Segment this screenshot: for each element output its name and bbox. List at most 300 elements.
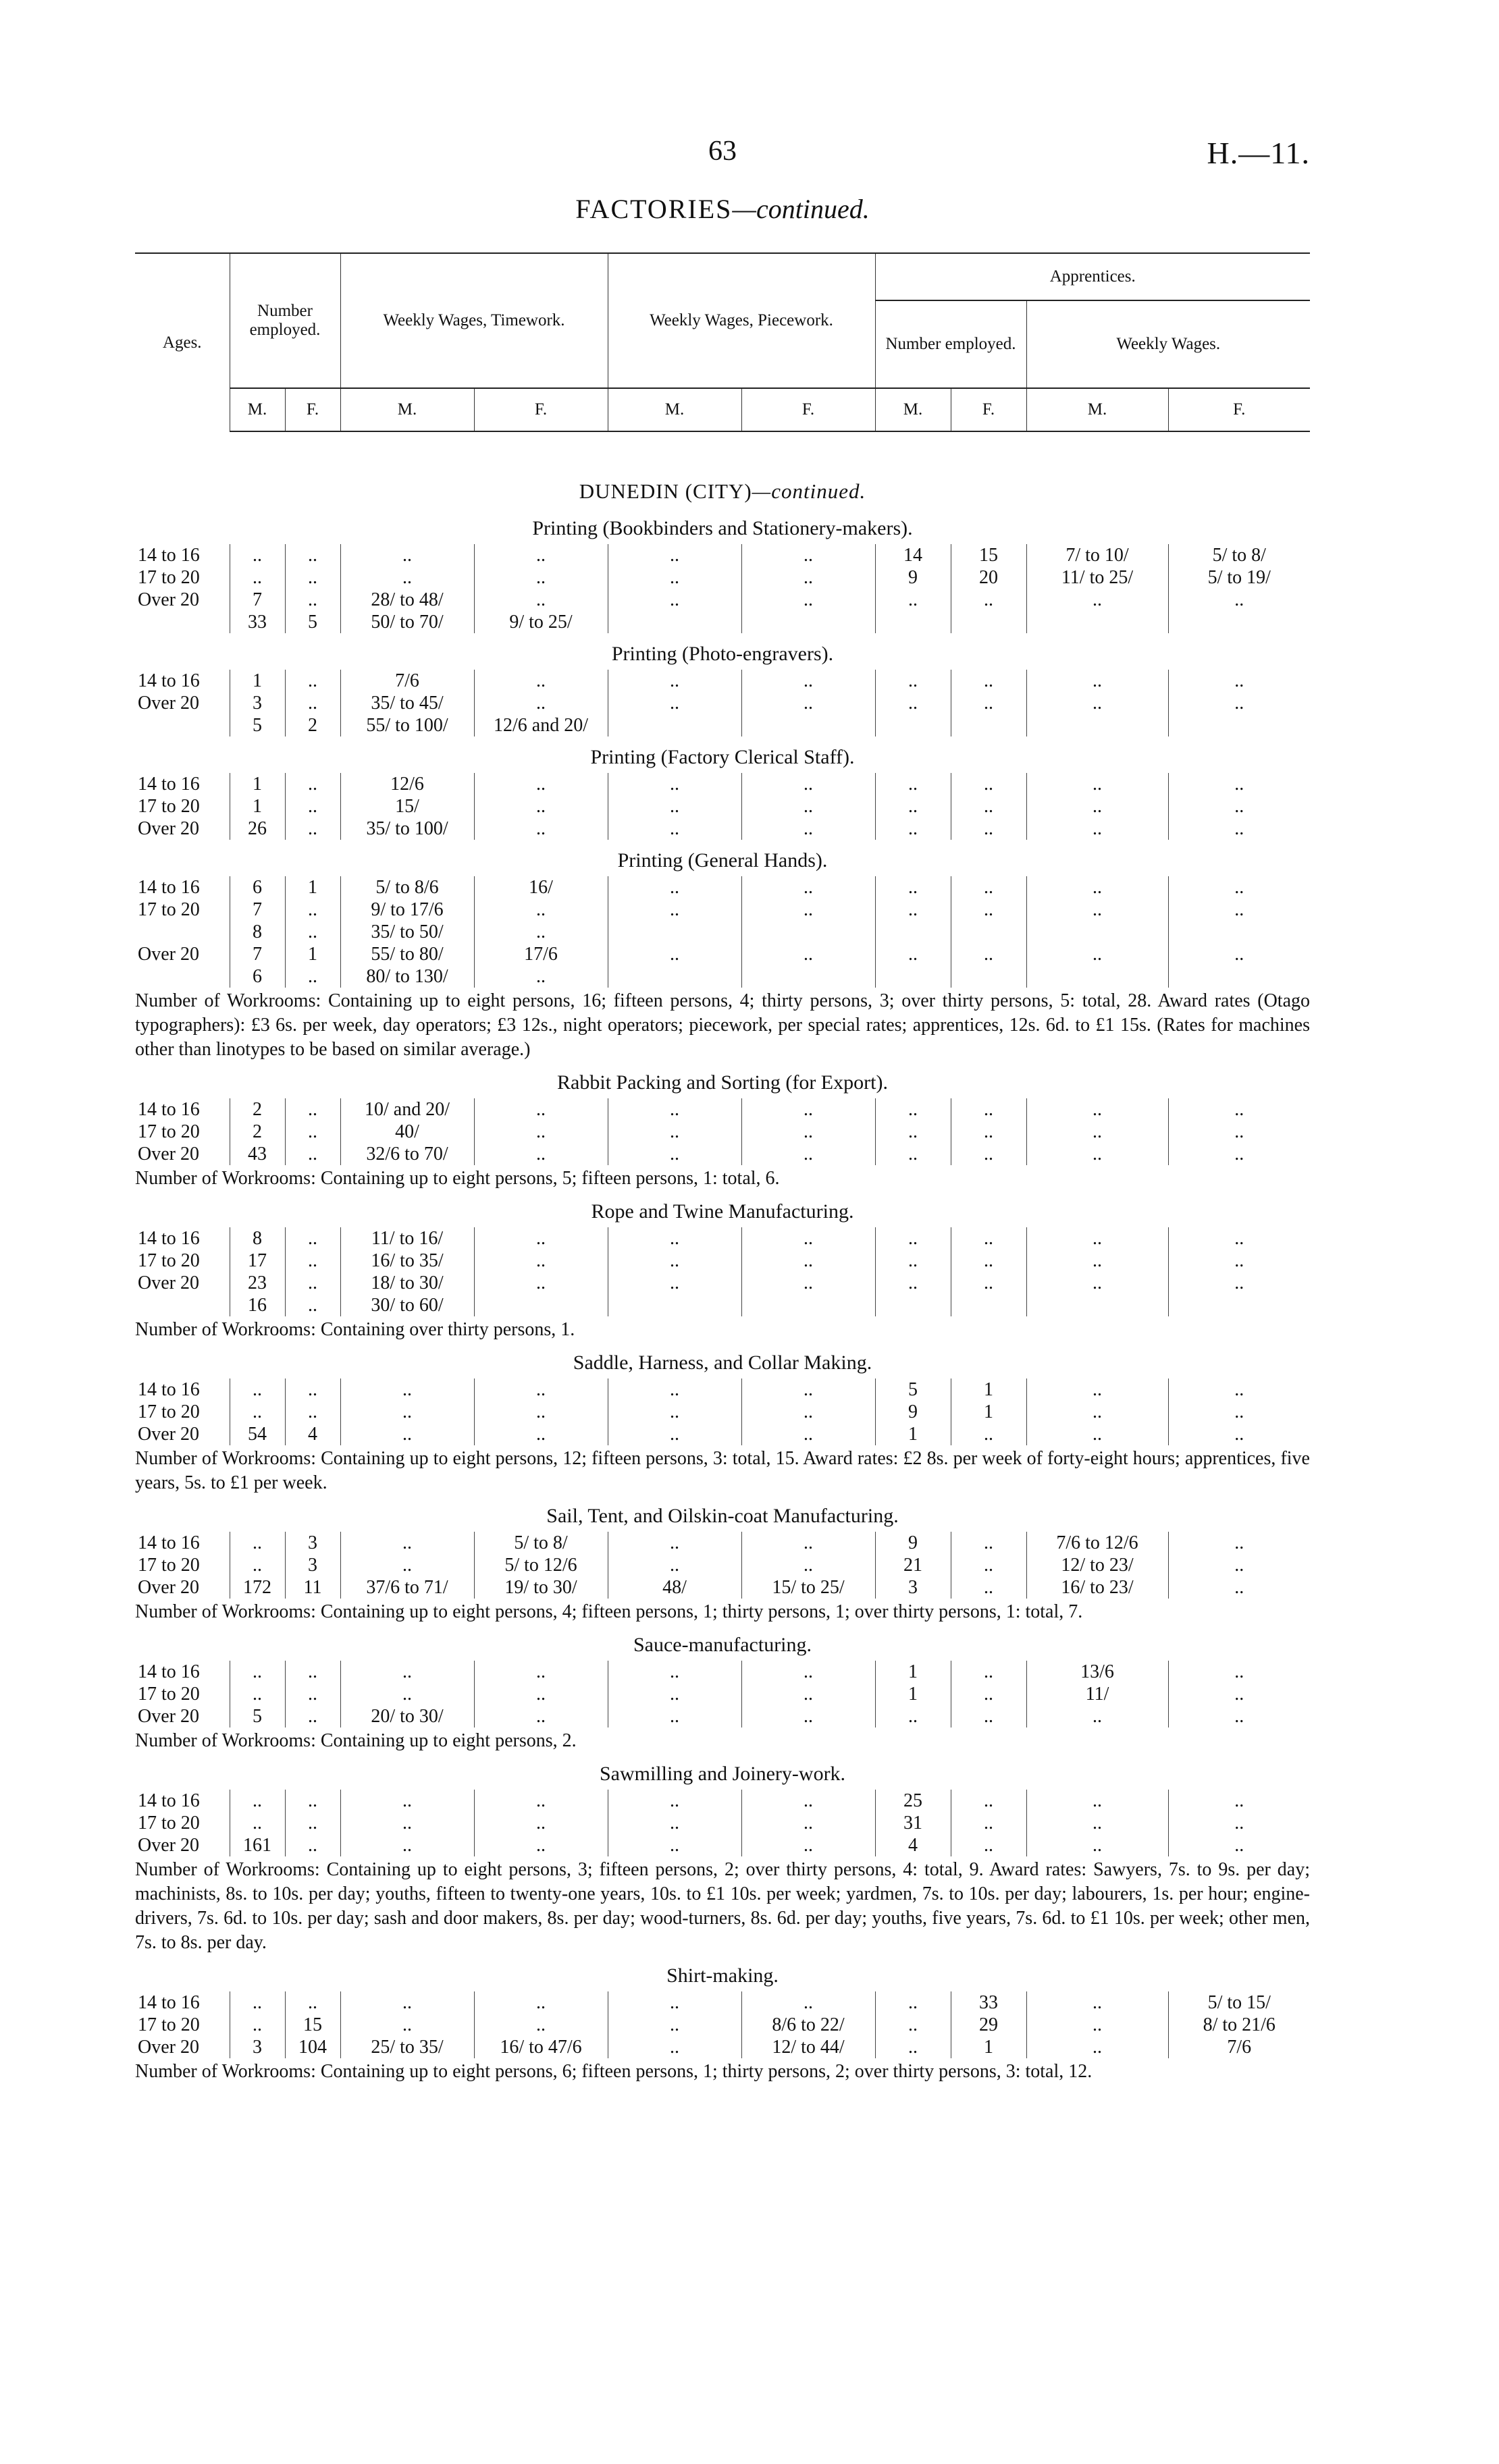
workrooms-note: Number of Workrooms: Containing up to eight persons, 2. (135, 1730, 577, 1751)
value-cell-awm: .. (1026, 1272, 1168, 1294)
table-row (135, 818, 1310, 840)
value-cell-pf: .. (741, 1661, 875, 1683)
value-cell-awm (1026, 965, 1168, 988)
value-cell-tf: .. (474, 670, 608, 692)
value-cell-nm: .. (230, 1790, 285, 1812)
age-cell: 14 to 16 (138, 1378, 200, 1400)
value-cell-pf: .. (741, 1423, 875, 1445)
value-cell-tm: 55/ to 100/ (340, 714, 474, 736)
value-cell-tf: .. (474, 1250, 608, 1272)
value-cell-am: 21 (875, 1554, 951, 1576)
value-cell-nm: .. (230, 1378, 285, 1401)
age-cell (135, 965, 230, 988)
value-cell-awm (1026, 714, 1168, 736)
value-cell-pf: .. (741, 1401, 875, 1423)
age-cell: Over 20 (138, 589, 199, 610)
value-cell-awm (1026, 921, 1168, 943)
value-cell-pm: 48/ (608, 1576, 741, 1599)
value-cell-tm: .. (340, 2014, 474, 2036)
section-title: Printing (General Hands). (617, 849, 828, 872)
value-cell-pf: .. (741, 1532, 875, 1554)
value-cell-pf: .. (741, 1272, 875, 1294)
section-table (135, 773, 1310, 840)
value-cell-tf: 19/ to 30/ (474, 1576, 608, 1599)
value-cell-tm: .. (340, 1554, 474, 1576)
value-cell-pf: .. (741, 1143, 875, 1165)
value-cell-nf: .. (285, 1790, 340, 1812)
value-cell-pm: .. (608, 1991, 741, 2014)
value-cell-awm (1026, 611, 1168, 633)
value-cell-af: 1 (951, 1401, 1026, 1423)
value-cell-pm (608, 714, 741, 736)
value-cell-nm: 172 (230, 1576, 285, 1599)
value-cell-tm: 37/6 to 71/ (340, 1576, 474, 1599)
age-cell: 17 to 20 (138, 1812, 200, 1833)
header-f: F. (951, 388, 1026, 431)
value-cell-af: 15 (951, 544, 1026, 566)
value-cell-nm: .. (230, 1661, 285, 1683)
table-row (135, 1790, 1310, 1812)
page-number: 63 (708, 136, 737, 167)
value-cell-nf: .. (285, 670, 340, 692)
header-app-number-employed: Number employed. (875, 300, 1026, 388)
value-cell-pm: .. (608, 1554, 741, 1576)
table-row (135, 2014, 1310, 2036)
value-cell-af: .. (951, 773, 1026, 795)
value-cell-pm: .. (608, 692, 741, 714)
table-row (135, 1834, 1310, 1856)
value-cell-tm: 10/ and 20/ (340, 1098, 474, 1121)
value-cell-am: 1 (875, 1423, 951, 1445)
section-table (135, 1532, 1310, 1599)
value-cell-am: .. (875, 2014, 951, 2036)
value-cell-tf: .. (474, 1705, 608, 1728)
value-cell-am: .. (875, 773, 951, 795)
value-cell-nm: 5 (230, 714, 285, 736)
age-cell: 17 to 20 (138, 566, 200, 588)
value-cell-awm: .. (1026, 1378, 1168, 1401)
value-cell-af: .. (951, 943, 1026, 965)
value-cell-tm: .. (340, 1532, 474, 1554)
value-cell-pm: .. (608, 589, 741, 611)
value-cell-af: .. (951, 1143, 1026, 1165)
value-cell-awm: 12/ to 23/ (1026, 1554, 1168, 1576)
value-cell-awm: .. (1026, 1143, 1168, 1165)
value-cell-nf: .. (285, 589, 340, 611)
value-cell-nf: .. (285, 1661, 340, 1683)
age-cell: Over 20 (138, 1423, 199, 1445)
value-cell-pm: .. (608, 795, 741, 818)
value-cell-am: .. (875, 818, 951, 840)
value-cell-af: .. (951, 1576, 1026, 1599)
age-cell: 17 to 20 (138, 1121, 200, 1142)
value-cell-am: 1 (875, 1683, 951, 1705)
value-cell-tm: .. (340, 1812, 474, 1834)
city-suffix: —continued. (752, 479, 866, 503)
value-cell-pf: .. (741, 899, 875, 921)
value-cell-awf (1168, 714, 1310, 736)
value-cell-tm: .. (340, 1661, 474, 1683)
value-cell-am: .. (875, 692, 951, 714)
table-row (135, 773, 1310, 795)
value-cell-pf: .. (741, 589, 875, 611)
value-cell-pm: .. (608, 876, 741, 899)
value-cell-tm: 20/ to 30/ (340, 1705, 474, 1728)
value-cell-tf: 16/ to 47/6 (474, 2036, 608, 2058)
value-cell-am: .. (875, 670, 951, 692)
table-row (135, 1683, 1310, 1705)
value-cell-awf: .. (1168, 1378, 1310, 1401)
value-cell-awm: .. (1026, 1705, 1168, 1728)
value-cell-af (951, 714, 1026, 736)
value-cell-tf: .. (474, 589, 608, 611)
age-cell: 17 to 20 (138, 795, 200, 817)
value-cell-awm: .. (1026, 1250, 1168, 1272)
value-cell-pf: .. (741, 566, 875, 589)
value-cell-af: 20 (951, 566, 1026, 589)
value-cell-awf (1168, 921, 1310, 943)
value-cell-tf: 5/ to 12/6 (474, 1554, 608, 1576)
value-cell-nm: .. (230, 2014, 285, 2036)
value-cell-tf: .. (474, 1790, 608, 1812)
value-cell-nm: 1 (230, 795, 285, 818)
industry-section (135, 517, 1310, 633)
age-cell: 14 to 16 (138, 773, 200, 795)
table-row (135, 1532, 1310, 1554)
document-page (135, 135, 1310, 2087)
section-table (135, 544, 1310, 633)
age-cell: 14 to 16 (138, 1227, 200, 1249)
table-row (135, 611, 1310, 633)
value-cell-nf: .. (285, 1250, 340, 1272)
value-cell-nf: 11 (285, 1576, 340, 1599)
value-cell-nf: .. (285, 1401, 340, 1423)
value-cell-pf: .. (741, 1098, 875, 1121)
value-cell-am: .. (875, 795, 951, 818)
value-cell-tm: 28/ to 48/ (340, 589, 474, 611)
age-cell: 14 to 16 (138, 544, 200, 566)
value-cell-tm: .. (340, 1834, 474, 1856)
value-cell-nm: 8 (230, 921, 285, 943)
city-name: DUNEDIN (CITY) (579, 479, 752, 503)
value-cell-pm: .. (608, 1705, 741, 1728)
value-cell-nf: 3 (285, 1554, 340, 1576)
table-row (135, 1143, 1310, 1165)
value-cell-tf: 17/6 (474, 943, 608, 965)
table-row (135, 876, 1310, 899)
age-cell: 14 to 16 (138, 876, 200, 898)
value-cell-am: 9 (875, 1532, 951, 1554)
value-cell-pm: .. (608, 1378, 741, 1401)
value-cell-am: .. (875, 1121, 951, 1143)
table-row (135, 714, 1310, 736)
value-cell-tm: 7/6 (340, 670, 474, 692)
value-cell-af: 33 (951, 1991, 1026, 2014)
value-cell-am: .. (875, 1098, 951, 1121)
value-cell-am: .. (875, 1991, 951, 2014)
section-title: Rope and Twine Manufacturing. (591, 1200, 854, 1223)
value-cell-tf: .. (474, 1098, 608, 1121)
value-cell-tm: .. (340, 1401, 474, 1423)
table-row (135, 589, 1310, 611)
value-cell-nf: .. (285, 1705, 340, 1728)
value-cell-nf: .. (285, 1143, 340, 1165)
value-cell-af: .. (951, 899, 1026, 921)
value-cell-awm: .. (1026, 589, 1168, 611)
value-cell-tm: .. (340, 1991, 474, 2014)
section-table (135, 1378, 1310, 1445)
age-cell: Over 20 (138, 1272, 199, 1293)
value-cell-tm: 35/ to 45/ (340, 692, 474, 714)
value-cell-nf: .. (285, 921, 340, 943)
section-table (135, 1661, 1310, 1728)
value-cell-af: .. (951, 818, 1026, 840)
value-cell-pf: .. (741, 544, 875, 566)
value-cell-am (875, 714, 951, 736)
value-cell-af: .. (951, 876, 1026, 899)
value-cell-pf: .. (741, 876, 875, 899)
value-cell-nm: 7 (230, 589, 285, 611)
section-title: Printing (Photo-engravers). (611, 643, 834, 665)
value-cell-tf: 16/ (474, 876, 608, 899)
value-cell-nm: 3 (230, 2036, 285, 2058)
value-cell-pf: .. (741, 1378, 875, 1401)
table-row (135, 566, 1310, 589)
value-cell-nf: .. (285, 544, 340, 566)
value-cell-tf: .. (474, 544, 608, 566)
table-row (135, 670, 1310, 692)
value-cell-tm: 9/ to 17/6 (340, 899, 474, 921)
value-cell-tf: .. (474, 1812, 608, 1834)
value-cell-pf: .. (741, 692, 875, 714)
value-cell-nm: 54 (230, 1423, 285, 1445)
value-cell-pm: .. (608, 1250, 741, 1272)
section-title: Sail, Tent, and Oilskin-coat Manufacturing. (546, 1505, 899, 1527)
column-header-table (135, 252, 1310, 432)
value-cell-nf: 2 (285, 714, 340, 736)
value-cell-awm: .. (1026, 1790, 1168, 1812)
value-cell-nm: 33 (230, 611, 285, 633)
value-cell-awm: 13/6 (1026, 1661, 1168, 1683)
title-suffix: —continued. (732, 194, 870, 224)
section-title: Sauce-manufacturing. (633, 1634, 812, 1656)
sections-container (135, 517, 1310, 2084)
header-number-employed: Number employed. (230, 253, 340, 388)
value-cell-tf: .. (474, 1401, 608, 1423)
value-cell-pm: .. (608, 1143, 741, 1165)
value-cell-nf: 1 (285, 943, 340, 965)
value-cell-awm: .. (1026, 1401, 1168, 1423)
value-cell-awf: .. (1168, 1834, 1310, 1856)
age-cell: 17 to 20 (138, 2014, 200, 2035)
value-cell-awf: .. (1168, 1227, 1310, 1250)
workrooms-note: Number of Workrooms: Containing up to eight persons, 5; fifteen persons, 1: total, 6. (135, 1168, 780, 1189)
value-cell-awf: .. (1168, 1532, 1310, 1554)
section-title: Shirt-making. (666, 1964, 779, 1987)
value-cell-am (875, 611, 951, 633)
header-timework: Weekly Wages, Timework. (340, 253, 608, 388)
workrooms-note: Number of Workrooms: Containing up to eight persons, 6; fifteen persons, 1; thirty persons, 2; over thirty persons, 3: total, 12. (135, 2061, 1093, 2082)
header-ages: Ages. (135, 253, 230, 431)
value-cell-pm: .. (608, 1227, 741, 1250)
value-cell-nf: .. (285, 1378, 340, 1401)
value-cell-awf: 5/ to 8/ (1168, 544, 1310, 566)
value-cell-af: .. (951, 1423, 1026, 1445)
value-cell-tf: .. (474, 1378, 608, 1401)
value-cell-af (951, 1294, 1026, 1316)
table-row (135, 1401, 1310, 1423)
age-cell: Over 20 (138, 1143, 199, 1164)
value-cell-awf: .. (1168, 1423, 1310, 1445)
header-m: M. (1026, 388, 1168, 431)
value-cell-nm: .. (230, 1812, 285, 1834)
value-cell-nm: 23 (230, 1272, 285, 1294)
value-cell-nf: .. (285, 1991, 340, 2014)
value-cell-pf: .. (741, 1121, 875, 1143)
value-cell-nm: 6 (230, 965, 285, 988)
value-cell-pf: .. (741, 773, 875, 795)
value-cell-af: .. (951, 589, 1026, 611)
value-cell-tm: 35/ to 50/ (340, 921, 474, 943)
value-cell-af (951, 921, 1026, 943)
age-cell: Over 20 (138, 943, 199, 965)
value-cell-am: 14 (875, 544, 951, 566)
value-cell-nf: .. (285, 899, 340, 921)
value-cell-pm: .. (608, 899, 741, 921)
value-cell-nf: .. (285, 1227, 340, 1250)
value-cell-pf: 12/ to 44/ (741, 2036, 875, 2058)
header-f: F. (474, 388, 608, 431)
value-cell-tf: .. (474, 2014, 608, 2036)
value-cell-tf: .. (474, 1991, 608, 2014)
value-cell-awf: .. (1168, 876, 1310, 899)
value-cell-pf: .. (741, 1991, 875, 2014)
section-title: Sawmilling and Joinery-work. (599, 1763, 846, 1785)
age-cell (135, 1294, 230, 1316)
value-cell-tm: .. (340, 1378, 474, 1401)
value-cell-nf: .. (285, 1121, 340, 1143)
value-cell-tm: 5/ to 8/6 (340, 876, 474, 899)
age-cell: 17 to 20 (138, 1401, 200, 1422)
value-cell-awm: .. (1026, 2014, 1168, 2036)
table-row (135, 1423, 1310, 1445)
value-cell-am: .. (875, 1250, 951, 1272)
value-cell-awm: .. (1026, 2036, 1168, 2058)
value-cell-awf: 5/ to 15/ (1168, 1991, 1310, 2014)
value-cell-af (951, 965, 1026, 988)
value-cell-tf: .. (474, 921, 608, 943)
value-cell-awm: .. (1026, 692, 1168, 714)
value-cell-nf: .. (285, 1098, 340, 1121)
value-cell-tm: .. (340, 1790, 474, 1812)
value-cell-af: .. (951, 1790, 1026, 1812)
value-cell-tm: 30/ to 60/ (340, 1294, 474, 1316)
section-table (135, 1991, 1310, 2058)
value-cell-nm: 2 (230, 1121, 285, 1143)
value-cell-pf: .. (741, 795, 875, 818)
value-cell-awm (1026, 1294, 1168, 1316)
value-cell-awf: .. (1168, 943, 1310, 965)
value-cell-tf: .. (474, 1683, 608, 1705)
value-cell-nm: .. (230, 1401, 285, 1423)
value-cell-nm: 8 (230, 1227, 285, 1250)
industry-section (135, 1351, 1310, 1495)
value-cell-pf (741, 611, 875, 633)
age-cell (135, 921, 230, 943)
header-m: M. (340, 388, 474, 431)
value-cell-nf: .. (285, 566, 340, 589)
value-cell-awm: .. (1026, 876, 1168, 899)
value-cell-awf (1168, 611, 1310, 633)
value-cell-tf: .. (474, 1227, 608, 1250)
value-cell-nf: .. (285, 1294, 340, 1316)
value-cell-tf: .. (474, 795, 608, 818)
value-cell-pm: .. (608, 1272, 741, 1294)
value-cell-awm: .. (1026, 1812, 1168, 1834)
value-cell-nm: .. (230, 1532, 285, 1554)
value-cell-awf: .. (1168, 818, 1310, 840)
header-apprentices: Apprentices. (875, 253, 1310, 300)
value-cell-pm: .. (608, 1401, 741, 1423)
value-cell-pf: .. (741, 1705, 875, 1728)
value-cell-nm: .. (230, 566, 285, 589)
value-cell-af: .. (951, 1834, 1026, 1856)
value-cell-nm: 2 (230, 1098, 285, 1121)
value-cell-awm: .. (1026, 1121, 1168, 1143)
value-cell-tm: 55/ to 80/ (340, 943, 474, 965)
age-cell: 17 to 20 (138, 899, 200, 920)
value-cell-am (875, 921, 951, 943)
industry-section (135, 849, 1310, 1062)
title-main: FACTORIES (575, 194, 733, 224)
value-cell-tm: .. (340, 544, 474, 566)
value-cell-af: .. (951, 1227, 1026, 1250)
industry-section (135, 1505, 1310, 1624)
workrooms-note: Number of Workrooms: Containing up to eight persons, 12; fifteen persons, 3: total, 15. Award rates: £2 8s. per week of forty-eight hours; apprentices, five years, 5s. to £1 per week. (135, 1448, 1310, 1493)
header-m: M. (608, 388, 741, 431)
age-cell: 14 to 16 (138, 670, 200, 691)
value-cell-nm: .. (230, 544, 285, 566)
value-cell-tf: .. (474, 1272, 608, 1294)
age-cell: Over 20 (138, 2036, 199, 2058)
value-cell-awf: .. (1168, 1143, 1310, 1165)
value-cell-tf: .. (474, 1121, 608, 1143)
age-cell: Over 20 (138, 692, 199, 714)
value-cell-pm: .. (608, 544, 741, 566)
value-cell-pm: .. (608, 773, 741, 795)
value-cell-pm: .. (608, 1683, 741, 1705)
industry-section (135, 746, 1310, 840)
age-cell: Over 20 (138, 1576, 199, 1598)
industry-section (135, 1200, 1310, 1342)
value-cell-tf: 9/ to 25/ (474, 611, 608, 633)
section-title: Rabbit Packing and Sorting (for Export). (557, 1071, 888, 1094)
value-cell-af: .. (951, 1532, 1026, 1554)
value-cell-tf: .. (474, 692, 608, 714)
value-cell-af: .. (951, 1661, 1026, 1683)
table-row (135, 1991, 1310, 2014)
header-f: F. (741, 388, 875, 431)
table-row (135, 1705, 1310, 1728)
value-cell-awf: 8/ to 21/6 (1168, 2014, 1310, 2036)
value-cell-nm: 3 (230, 692, 285, 714)
value-cell-pf: 15/ to 25/ (741, 1576, 875, 1599)
value-cell-pf: .. (741, 818, 875, 840)
value-cell-af: .. (951, 1098, 1026, 1121)
value-cell-awf (1168, 1294, 1310, 1316)
value-cell-awm: .. (1026, 670, 1168, 692)
table-row (135, 692, 1310, 714)
